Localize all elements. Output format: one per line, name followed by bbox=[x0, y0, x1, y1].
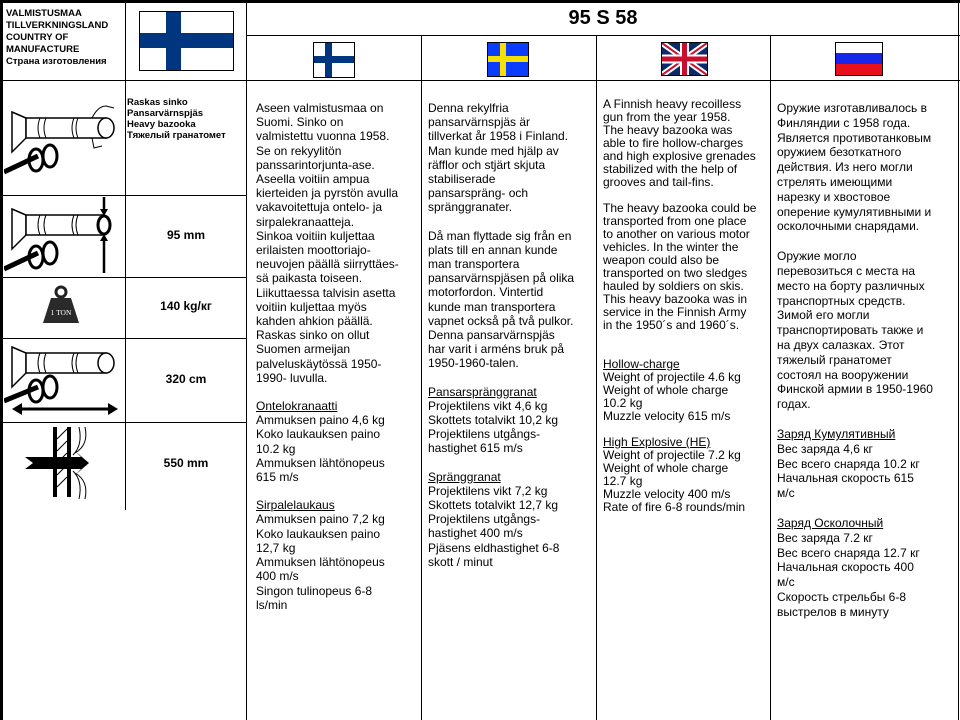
armor-penetration-icon bbox=[25, 425, 95, 500]
divider bbox=[0, 80, 960, 81]
label-en-1: COUNTRY OF bbox=[6, 32, 69, 43]
label-sv: TILLVERKNINGSLAND bbox=[6, 20, 109, 31]
weapon-name-labels bbox=[127, 97, 245, 141]
english-transport: The heavy bazooka could be transported from one place to another on various motor vehicles. In the winter the weapon could also be transported on two sledges hauled by soldiers on skis. This heavy bazooka was in service in the Finnish Army in the 1950´s and 1960´s. bbox=[603, 201, 757, 332]
bazooka-icon bbox=[4, 100, 119, 175]
weight-icon bbox=[42, 285, 80, 325]
finnish-description bbox=[256, 101, 420, 626]
label-ru: Страна изготовления bbox=[6, 56, 107, 67]
swedish-intro: Denna rekylfria pansarvärnspjäs är tillverkat år 1958 i Finland. Man kunde med hjälp av räfflor och stjärt skjuta stabiliserade pansarspräng- och spränggranater. bbox=[428, 101, 569, 215]
caliber-icon bbox=[4, 197, 119, 275]
russian-ammo-he: Заряд Осколочный Вес заряда 7.2 кг Вес всего снаряда 12.7 кг Начальная скорость 400 м/с Скорость стрельбы 6-8 выстрелов в минуту bbox=[777, 515, 920, 619]
swedish-ammo-hollow: Pansarspränggranat Projektilens vikt 4,6 kg Skottets totalvikt 10,2 kg Projektilens utgångs- hastighet 615 m/s bbox=[428, 384, 559, 456]
uk-flag bbox=[661, 42, 708, 76]
page-title: 95 S 58 bbox=[568, 6, 638, 29]
divider bbox=[0, 195, 246, 196]
finnish-ammo-hollow: Ontelokranaatti Ammuksen paino 4,6 kg Koko laukauksen paino 10.2 kg Ammuksen lähtönopeus 615 m/s bbox=[256, 399, 385, 485]
name-en: Heavy bazooka bbox=[127, 119, 196, 130]
label-fi: VALMISTUSMAA bbox=[6, 8, 82, 19]
divider bbox=[0, 277, 246, 278]
name-fi: Raskas sinko bbox=[127, 97, 188, 108]
swedish-description bbox=[428, 101, 594, 583]
finland-flag bbox=[313, 42, 355, 78]
russia-flag bbox=[835, 42, 883, 76]
russian-ammo-hollow: Заряд Кумулятивный Вес заряда 4,6 кг Вес всего снаряда 10.2 кг Начальная скорость 615 м/с bbox=[777, 426, 920, 501]
caliber-value: 95 mm bbox=[166, 228, 206, 242]
svg-text:1 TON: 1 TON bbox=[50, 308, 72, 317]
sweden-flag bbox=[487, 42, 529, 77]
divider bbox=[0, 422, 246, 423]
divider bbox=[421, 36, 422, 720]
left-border bbox=[0, 0, 3, 720]
finnish-ammo-he: Sirpalelaukaus Ammuksen paino 7,2 kg Koko laukauksen paino 12,7 kg Ammuksen lähtönopeus 400 m/s Singon tulinopeus 6-8 ls/min bbox=[256, 498, 385, 612]
label-en-2: MANUFACTURE bbox=[6, 44, 80, 55]
finnish-intro: Aseen valmistusmaa on Suomi. Sinko on valmistettu vuonna 1958. Se on rekyylitön panssarintorjunta-ase. Aseella voitiin ampua kierteiden ja pyrstön avulla vakavoitettuja ontelo- ja sirpalekranaatteja. Sinkoa voitiin kuljettaa erilaisten moottoriajo- neuvojen päällä siirryttäes- sä paikasta toiseen. Liikuttaessa talvisin asetta voitiin kuljettaa myös kahden ahkion päällä. Raskas sinko on ollut Suomen armeijan palveluskäytössä 1950- 1990- luvulla. bbox=[256, 101, 399, 385]
english-ammo-hollow: Hollow-charge Weight of projectile 4.6 kg Weight of whole charge 10.2 kg Muzzle velocity 615 m/s bbox=[603, 357, 741, 423]
finland-flag bbox=[139, 11, 234, 71]
country-of-manufacture-label bbox=[6, 8, 108, 68]
swedish-ammo-he: Spränggranat Projektilens vikt 7,2 kg Skottets totalvikt 12,7 kg Projektilens utgångs- hastighet 400 m/s Pjäsens eldhastighet 6-8 skott / minut bbox=[428, 469, 560, 569]
english-description bbox=[603, 98, 771, 528]
name-ru: Тяжелый гранатомет bbox=[127, 130, 226, 141]
divider bbox=[0, 338, 246, 339]
divider bbox=[958, 0, 959, 720]
english-ammo-he: High Explosive (HE) Weight of projectile 7.2 kg Weight of whole charge 12.7 kg Muzzle velocity 400 m/s Rate of fire 6-8 rounds/min bbox=[603, 435, 746, 514]
russian-transport: Оружие могло перевозиться с места на место на борту различных транспортных средств. Зимой его могли транспортировать также и на двух салазках. Этот тяжелый гранатомет состоял на вооружении Финской армии в 1950-1960 годах. bbox=[777, 249, 933, 412]
length-value: 320 cm bbox=[165, 372, 207, 386]
divider bbox=[246, 0, 247, 720]
swedish-transport: Då man flyttade sig från en plats till en annan kunde man transportera pansarvärnspjäsen på olika motorfordon. Vintertid kunde man transportera vapnet också på två pulkor. Denna pansarvärnspjäs har varit i arméns bruk på 1950-1960-talen. bbox=[428, 228, 575, 371]
penetration-value: 550 mm bbox=[163, 456, 209, 470]
weight-value: 140 kg/кг bbox=[160, 299, 212, 313]
english-intro: A Finnish heavy recoilless gun from the year 1958. The heavy bazooka was able to fire hollow-charges and high explosive grenades stabilized with the help of grooves and tail-fins. bbox=[603, 97, 756, 189]
length-icon bbox=[4, 341, 119, 421]
divider bbox=[125, 0, 126, 510]
russian-description bbox=[777, 101, 955, 634]
divider bbox=[596, 36, 597, 720]
name-sv: Pansarvärnspjäs bbox=[127, 108, 204, 119]
russian-intro: Оружие изготавливалось в Финляндии с 1958 года. Является противотанковым оружием безоткатного действия. Из него могли стрелять имеющими нарезку и хвостовое оперение кумулятивными и осколочными снарядами. bbox=[777, 101, 932, 234]
